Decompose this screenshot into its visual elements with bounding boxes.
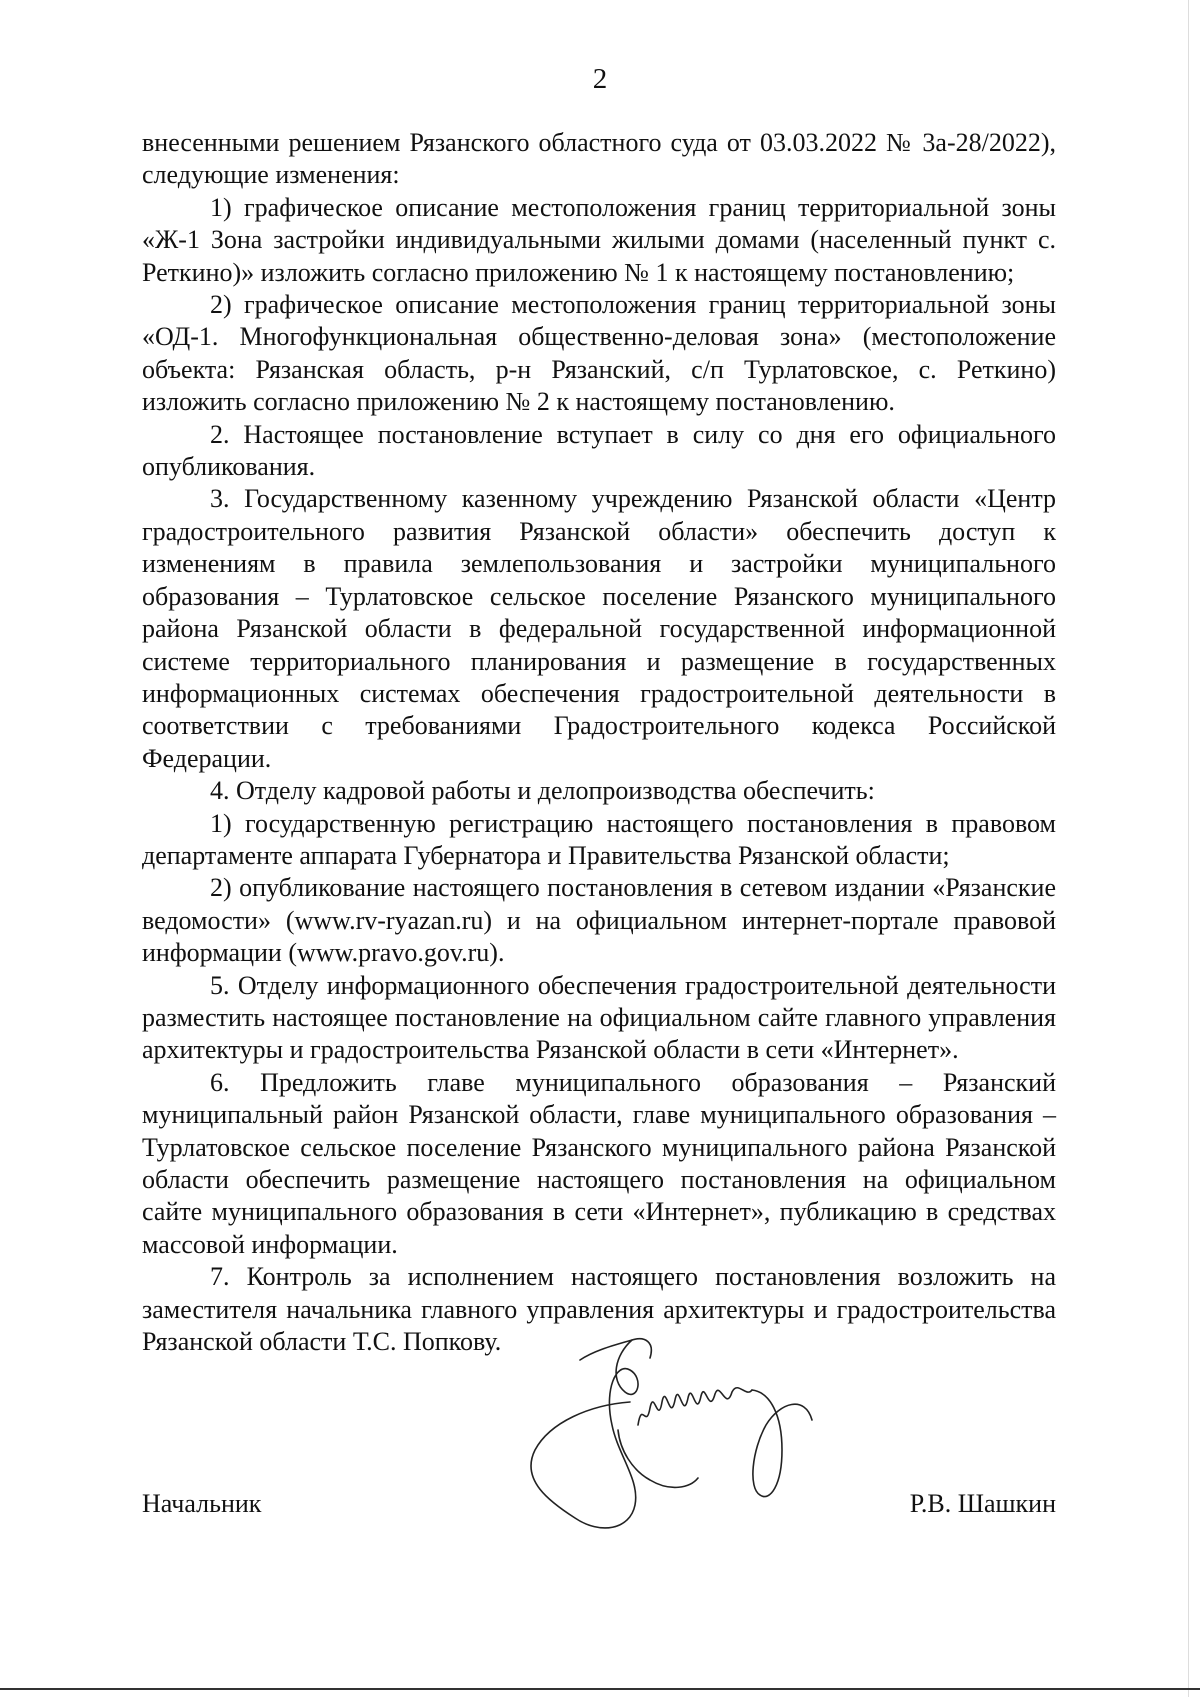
page-bottom-line <box>0 1688 1200 1690</box>
paragraph-item-1-1: 1) графическое описание местоположения границ территориальной зоны «Ж-1 Зона застройки индивидуальными жилыми домами (населенный пункт с. Реткино)» изложить согласно приложению № 1 к настоящему постановлению; <box>142 192 1056 287</box>
paragraph-item-3: 3. Государственному казенному учреждению Рязанской области «Центр градостроительного развития Рязанской области» обеспечить доступ к изменениям в правила землепользования и застройки муниципального образования – Турлатовское сельское поселение Рязанского муниципального района Рязанской области в федеральной государственной информационной системе территориального планирования и размещение в государственных информационных системах обеспечения градостроительной деятельности в соответствии с требованиями Градостроительного кодекса Российской Федерации. <box>142 484 1056 773</box>
paragraph-item-1-2: 2) графическое описание местоположения границ территориальной зоны «ОД-1. Многофункциональная общественно-деловая зона» (местоположение объекта: Рязанская область, р-н Рязанский, с/п Турлатовское, с. Реткино) изложить согласно приложению № 2 к настоящему постановлению. <box>142 290 1056 417</box>
paragraph-item-4-1: 1) государственную регистрацию настоящего постановления в правовом департаменте аппарата Губернатора и Правительства Рязанской области; <box>142 808 1056 870</box>
paragraph-item-7: 7. Контроль за исполнением настоящего постановления возложить на заместителя начальника главного управления архитектуры и градостроительства Рязанской области Т.С. Попкову. <box>142 1262 1056 1357</box>
paragraph-intro: внесенными решением Рязанского областного суда от 03.03.2022 № 3а-28/2022), следующие изменения: <box>142 128 1056 190</box>
paragraph-item-5: 5. Отделу информационного обеспечения градостроительной деятельности разместить настоящее постановление на официальном сайте главного управления архитектуры и градостроительства Рязанской области в сети «Интернет». <box>142 970 1056 1065</box>
paragraph-item-4-2: 2) опубликование настоящего постановления в сетевом издании «Рязанские ведомости» (www.rv-ryazan.ru) и на официальном интернет-портале правовой информации (www.pravo.gov.ru). <box>142 873 1056 968</box>
handwritten-signature <box>520 1330 850 1570</box>
page-edge-line <box>1188 0 1189 1697</box>
paragraph-item-6: 6. Предложить главе муниципального образования – Рязанский муниципальный район Рязанской области, главе муниципального образования – Турлатовское сельское поселение Рязанского муниципального района Рязанской области обеспечить размещение настоящего постановления на официальном сайте муниципального образования в сети «Интернет», публикацию в средствах массовой информации. <box>142 1067 1056 1259</box>
document-body <box>142 127 1056 1358</box>
signatory-title: Начальник <box>142 1489 262 1518</box>
paragraph-item-2: 2. Настоящее постановление вступает в силу со дня его официального опубликования. <box>142 419 1056 482</box>
page-number: 2 <box>592 63 608 95</box>
paragraph-item-4: 4. Отделу кадровой работы и делопроизводства обеспечить: <box>210 776 875 806</box>
signatory-name: Р.В. Шашкин <box>909 1489 1056 1518</box>
